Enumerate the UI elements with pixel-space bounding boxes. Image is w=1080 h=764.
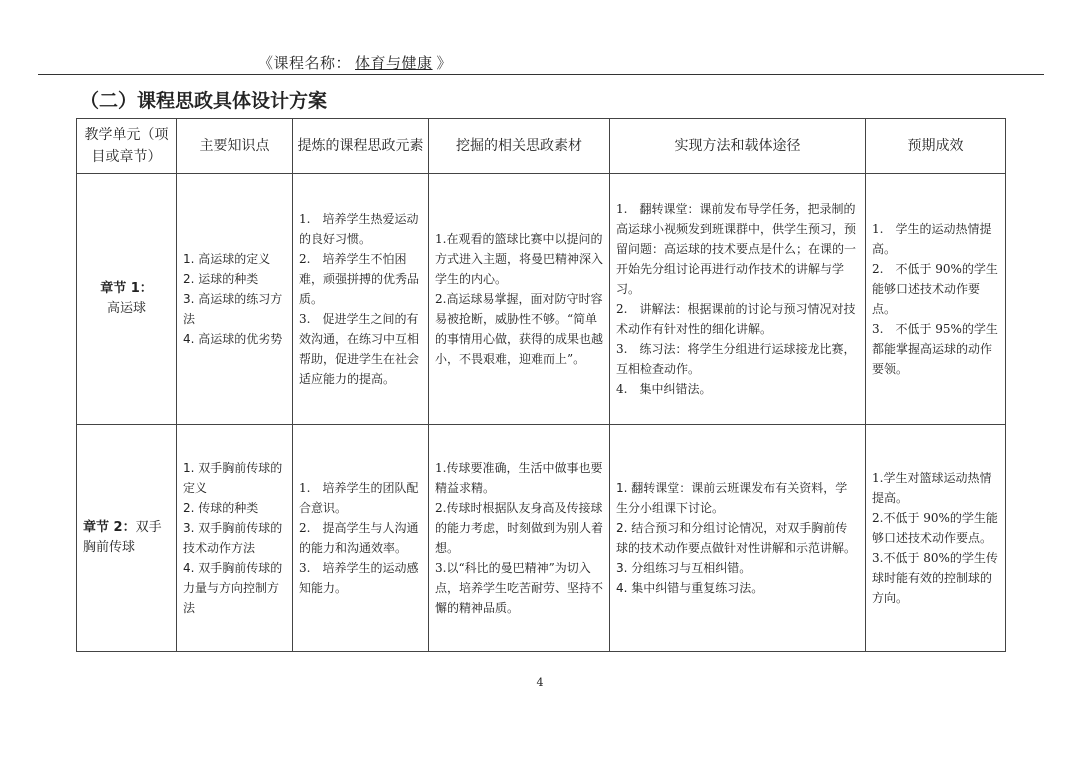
- list-item: 2. 讲解法：根据课前的讨论与预习情况对技术动作有针对性的细化讲解。: [616, 302, 856, 336]
- unit-title: 双手胸前传球: [83, 520, 162, 555]
- unit-title: 高运球: [106, 301, 146, 316]
- list-item: 3. 培养学生的运动感知能力。: [299, 561, 419, 595]
- list-item: 3. 促进学生之间的有效沟通，在练习中互相帮助，促进学生在社会适应能力的提高。: [299, 312, 420, 386]
- list-item: 3. 练习法：将学生分组进行运球接龙比赛，互相检查动作。: [616, 342, 856, 376]
- list-item: 1. 学生的运动热情提高。: [872, 222, 992, 256]
- table-header-row: [77, 119, 1006, 174]
- header-methods: 实现方法和载体途径: [610, 119, 866, 174]
- methods-cell: [610, 174, 866, 425]
- list-item: 2. 结合预习和分组讨论情况，对双手胸前传球的技术动作要点做针对性讲解和示范讲解。: [616, 521, 857, 555]
- list-item: 3.以“科比的曼巴精神”为切入点，培养学生吃苦耐劳、坚持不懈的精神品质。: [435, 561, 604, 615]
- materials-cell: [429, 425, 610, 652]
- unit-cell: [77, 425, 177, 652]
- methods-cell: [610, 425, 866, 652]
- page-number: 4: [536, 676, 544, 689]
- elements-cell: [293, 174, 429, 425]
- course-header: [258, 52, 452, 73]
- list-item: 4. 集中纠错与重复练习法。: [616, 581, 764, 595]
- course-name: 体育与健康: [355, 54, 433, 72]
- list-item: 2. 提高学生与人沟通的能力和沟通效率。: [299, 521, 419, 555]
- unit-label: 章节 1：: [100, 281, 153, 296]
- list-item: 2. 运球的种类: [183, 272, 259, 286]
- list-item: 1. 培养学生的团队配合意识。: [299, 481, 419, 515]
- knowledge-cell: [177, 425, 293, 652]
- header-teaching-unit: 教学单元（项目或章节）: [77, 119, 177, 174]
- list-item: 1.在观看的篮球比赛中以提问的方式进入主题，将曼巴精神深入学生的内心。: [435, 232, 604, 286]
- header-ideological-materials: 挖掘的相关思政素材: [429, 119, 610, 174]
- list-item: 3. 双手胸前传球的技术动作方法: [183, 521, 283, 555]
- list-item: 1. 双手胸前传球的定义: [183, 461, 283, 495]
- header-expected-outcomes: 预期成效: [866, 119, 1006, 174]
- list-item: 4. 双手胸前传球的力量与方向控制方法: [183, 561, 283, 615]
- list-item: 4. 高运球的优劣势: [183, 332, 283, 346]
- list-item: 2. 传球的种类: [183, 501, 259, 515]
- list-item: 1. 高运球的定义: [183, 252, 271, 266]
- list-item: 2.高运球易掌握，面对防守时容易被抢断，威胁性不够。“简单的事情用心做，获得的成果也越小，不畏艰难，迎难而上”。: [435, 292, 604, 366]
- list-item: 4. 集中纠错法。: [616, 382, 712, 396]
- design-plan-table: [76, 118, 1006, 652]
- unit-cell: [77, 174, 177, 425]
- list-item: 3. 高运球的练习方法: [183, 292, 283, 326]
- outcomes-cell: [866, 174, 1006, 425]
- section-title: （二）课程思政具体设计方案: [80, 90, 328, 112]
- list-item: 1. 培养学生热爱运动的良好习惯。: [299, 212, 419, 246]
- list-item: 3. 不低于 95%的学生都能掌握高运球的动作要领。: [872, 322, 998, 376]
- list-item: 3. 分组练习与互相纠错。: [616, 561, 752, 575]
- list-item: 1.传球要准确，生活中做事也要精益求精。: [435, 461, 603, 495]
- header-ideological-elements: 提炼的课程思政元素: [293, 119, 429, 174]
- knowledge-cell: [177, 174, 293, 425]
- list-item: 2.不低于 90%的学生能够口述技术动作要点。: [872, 511, 998, 545]
- header-knowledge-points: 主要知识点: [177, 119, 293, 174]
- list-item: 2. 培养学生不怕困难，顽强拼搏的优秀品质。: [299, 252, 420, 306]
- elements-cell: [293, 425, 429, 652]
- course-prefix: 《课程名称：: [258, 54, 352, 72]
- outcomes-cell: [866, 425, 1006, 652]
- header-divider: [38, 74, 1044, 75]
- list-item: 2.传球时根据队友身高及传接球的能力考虑，时刻做到为别人着想。: [435, 501, 604, 555]
- list-item: 2. 不低于 90%的学生能够口述技术动作要点。: [872, 262, 998, 316]
- materials-cell: [429, 174, 610, 425]
- unit-label: 章节 2：: [83, 520, 136, 535]
- list-item: 1.学生对篮球运动热情提高。: [872, 471, 992, 505]
- list-item: 1. 翻转课堂：课前发布导学任务，把录制的高运球小视频发到班课群中，供学生预习，预留问题：高运球的技术要点是什么；在课的一开始先分组讨论再进行动作技术的讲解与学习。: [616, 202, 857, 296]
- course-suffix: 》: [436, 54, 453, 72]
- table-row: [77, 425, 1006, 652]
- table-row: [77, 174, 1006, 425]
- list-item: 1. 翻转课堂：课前云班课发布有关资料，学生分小组课下讨论。: [616, 481, 848, 515]
- list-item: 3.不低于 80%的学生传球时能有效的控制球的方向。: [872, 551, 998, 605]
